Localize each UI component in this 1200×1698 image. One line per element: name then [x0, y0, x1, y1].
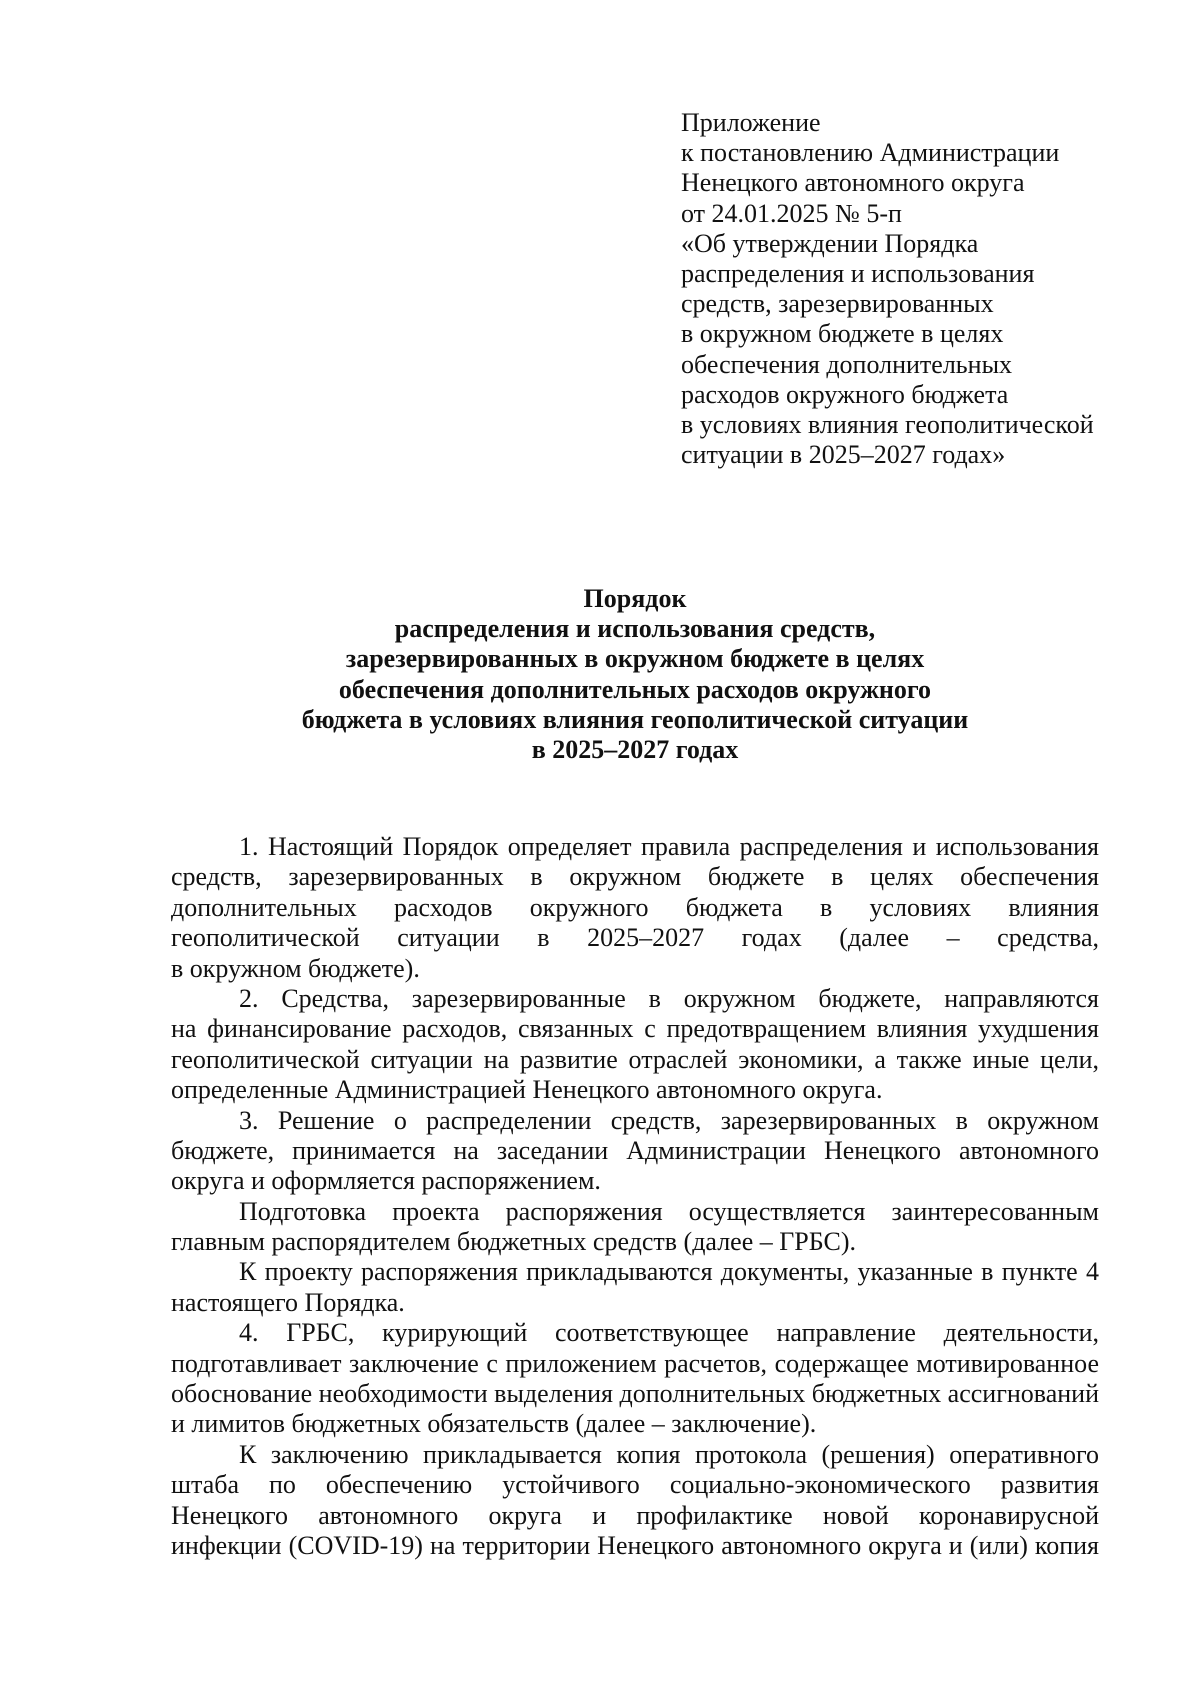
title-line: бюджета в условиях влияния геополитической ситуации — [301, 704, 969, 734]
body-line: на финансирование расходов, связанных с предотвращением влияния ухудшения — [171, 1014, 1099, 1044]
title-line: обеспечения дополнительных расходов окружного — [338, 674, 932, 704]
appendix-line: к постановлению Администрации — [681, 138, 1060, 168]
appendix-line: расходов окружного бюджета — [681, 379, 1009, 409]
body-line: округа и оформляется распоряжением. — [171, 1166, 601, 1196]
appendix-header — [681, 108, 1161, 470]
body-line: 1. Настоящий Порядок определяет правила распределения и использования — [239, 832, 1099, 861]
body-line: 3. Решение о распределении средств, зарезервированных в окружном — [239, 1105, 1099, 1135]
body-line: средств, зарезервированных в окружном бюджете в целях обеспечения — [171, 862, 1099, 892]
body-line: в окружном бюджете). — [171, 953, 420, 983]
title-line: распределения и использования средств, — [394, 614, 876, 644]
appendix-line: в окружном бюджете в целях — [681, 319, 1004, 349]
title-line: зарезервированных в окружном бюджете в целях — [345, 644, 925, 674]
body-line: главным распорядителем бюджетных средств (далее – ГРБС). — [171, 1227, 857, 1257]
appendix-line: в условиях влияния геополитической — [681, 410, 1094, 440]
title-line: в 2025–2027 годах — [531, 735, 739, 765]
body-line: дополнительных расходов окружного бюджета в условиях влияния — [171, 892, 1099, 922]
body-line: Ненецкого автономного округа и профилактике новой коронавирусной — [171, 1500, 1099, 1530]
body-line: настоящего Порядка. — [171, 1287, 405, 1317]
body-line: Подготовка проекта распоряжения осуществляется заинтересованным — [239, 1196, 1099, 1226]
appendix-line: Приложение — [681, 108, 821, 137]
body-line: 4. ГРБС, курирующий соответствующее направление деятельности, — [239, 1318, 1099, 1348]
appendix-line: от 24.01.2025 № 5-п — [681, 198, 902, 228]
appendix-line: распределения и использования — [681, 259, 1035, 289]
body-line: геополитической ситуации в 2025–2027 годах (далее – средства, — [171, 923, 1099, 953]
body-line: К проекту распоряжения прикладываются документы, указанные в пункте 4 — [239, 1257, 1099, 1287]
body-line: инфекции (COVID-19) на территории Ненецкого автономного округа и (или) копия — [171, 1530, 1099, 1560]
body-line: геополитической ситуации на развитие отраслей экономики, а также иные цели, — [171, 1044, 1099, 1074]
body-line: и лимитов бюджетных обязательств (далее – заключение). — [171, 1409, 817, 1439]
body-line: К заключению прикладывается копия протокола (решения) оперативного — [239, 1439, 1099, 1469]
appendix-line: обеспечения дополнительных — [681, 349, 1013, 379]
title-line: Порядок — [583, 584, 687, 613]
body-line: бюджете, принимается на заседании Администрации Ненецкого автономного — [171, 1135, 1099, 1165]
body-line: подготавливает заключение с приложением расчетов, содержащее мотивированное — [171, 1348, 1099, 1378]
body-line: обоснование необходимости выделения дополнительных бюджетных ассигнований — [171, 1379, 1099, 1409]
appendix-line: средств, зарезервированных — [681, 289, 994, 319]
appendix-line: «Об утверждении Порядка — [681, 228, 979, 258]
appendix-line: Ненецкого автономного округа — [681, 168, 1025, 198]
appendix-line: ситуации в 2025–2027 годах» — [681, 440, 1006, 470]
body-line: определенные Администрацией Ненецкого автономного округа. — [171, 1075, 883, 1105]
body-line: 2. Средства, зарезервированные в окружном бюджете, направляются — [239, 983, 1099, 1013]
body-line: штаба по обеспечению устойчивого социально-экономического развития — [171, 1470, 1099, 1500]
document-title — [170, 584, 1100, 765]
document-body — [171, 832, 1099, 1561]
